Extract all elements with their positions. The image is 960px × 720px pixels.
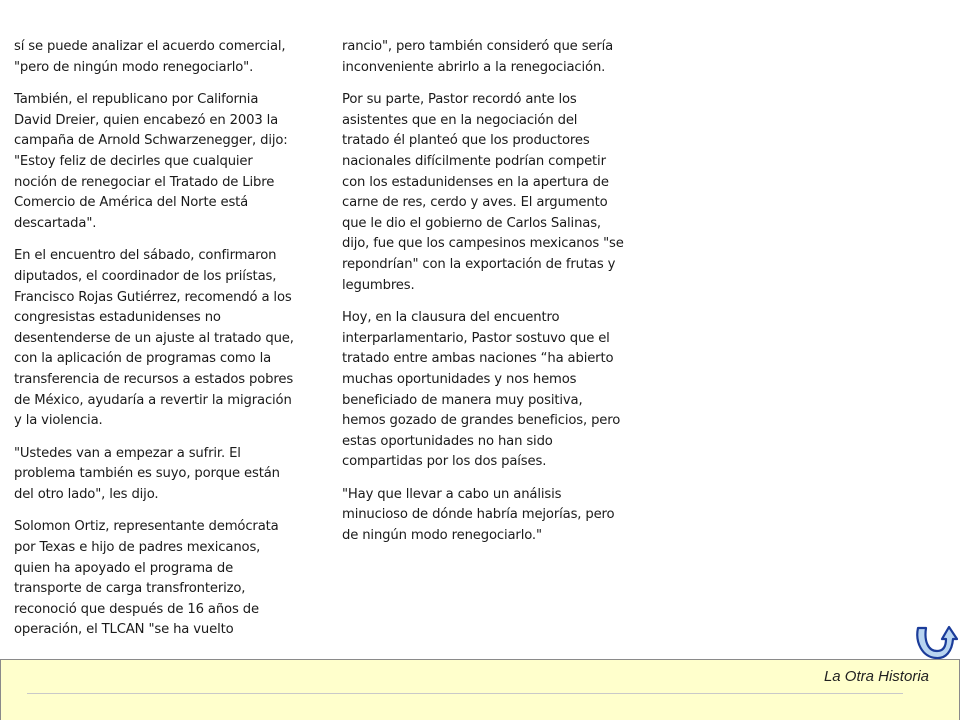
- footer-title: La Otra Historia: [823, 668, 929, 685]
- left-paragraph-4: "Ustedes van a empezar a sufrir. El problema también es suyo, porque están del otro lado", les dijo.: [14, 445, 280, 502]
- right-paragraph-4: "Hay que llevar a cabo un análisis minucioso de dónde habría mejorías, pero de ningún modo renegociarlo.": [342, 486, 615, 544]
- return-button[interactable]: [912, 624, 958, 662]
- right-paragraph-1: rancio", pero también consideró que sería inconveniente abrirlo a la renegociación.: [342, 39, 614, 75]
- return-arrow-icon: [912, 624, 958, 662]
- left-paragraph-1: sí se puede analizar el acuerdo comercial, "pero de ningún modo renegociarlo".: [14, 39, 286, 75]
- left-paragraph-5: Solomon Ortiz, representante demócrata por Texas e hijo de padres mexicanos, quien ha apoyado el programa de transporte de carga transfronterizo, reconoció que después de 16 años de operación, el TLCAN "se ha vuelto: [14, 519, 279, 638]
- left-paragraph-3: En el encuentro del sábado, confirmaron diputados, el coordinador de los priístas, Francisco Rojas Gutiérrez, recomendó a los congresistas estadunidenses no desentenderse de un ajuste al tratado que, con la aplicación de programas como la transferencia de recursos a estados pobres de México, ayudaría a revertir la migración y la violencia.: [14, 248, 294, 429]
- right-paragraph-2: Por su parte, Pastor recordó ante los asistentes que en la negociación del tratado él planteó que los productores nacionales difícilmente podrían competir con los estadunidenses en la apertura de carne de res, cerdo y aves. El argumento que le dio el gobierno de Carlos Salinas, dijo, fue que los campesinos mexicanos "se repondrían" con la exportación de frutas y legumbres.: [342, 92, 624, 293]
- right-column: [342, 37, 624, 559]
- left-paragraph-2: También, el republicano por California David Dreier, quien encabezó en 2003 la campaña de Arnold Schwarzenegger, dijo: "Estoy feliz de decirles que cualquier noción de renegociar el Tratado de Libre Comercio de América del Norte está descartada".: [14, 92, 288, 231]
- footer-divider: [27, 693, 903, 694]
- left-column: [14, 37, 296, 653]
- right-paragraph-3: Hoy, en la clausura del encuentro interparlamentario, Pastor sostuvo que el tratado entre ambas naciones “ha abierto muchas oportunidades y nos hemos beneficiado de manera muy positiva, hemos gozado de grandes beneficios, pero estas oportunidades no han sido compartidas por los dos países.: [342, 310, 621, 470]
- footer-bar: [0, 659, 960, 720]
